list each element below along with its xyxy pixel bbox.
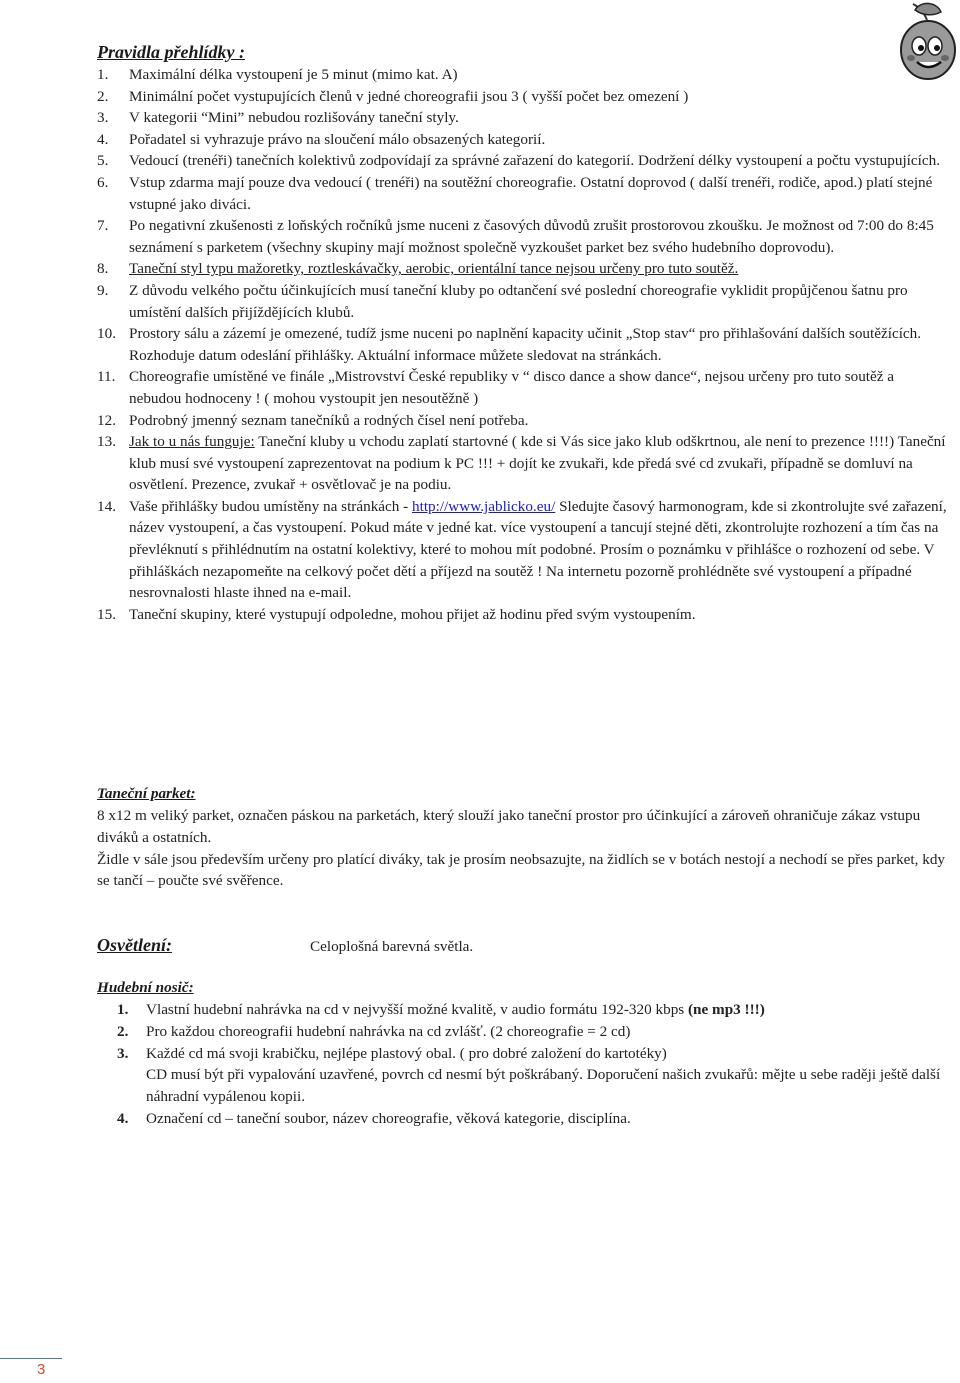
list-item [117, 1108, 947, 1130]
list-item [97, 431, 947, 496]
list-item [97, 604, 947, 626]
list-item [97, 215, 947, 258]
lighting-row [97, 935, 947, 958]
item-number: 14. [97, 497, 116, 515]
item-text: Podrobný jmenný seznam tanečníků a rodných čísel není potřeba. [129, 411, 529, 429]
item-text: Každé cd má svoji krabičku, nejlépe plastový obal. ( pro dobré založení do kartotéky) [146, 1044, 667, 1062]
list-item [97, 258, 947, 280]
list-item [97, 107, 947, 129]
item-number: 4. [117, 1109, 129, 1127]
list-item [97, 323, 947, 366]
item-number: 6. [97, 173, 109, 191]
item-number: 12. [97, 411, 116, 429]
list-item [117, 999, 947, 1021]
item-text: Sledujte časový harmonogram, kde si zkontrolujte své zařazení, název vystoupení, a čas vystoupení. Pokud máte v jedné kat. více vystoupení a tancují stejné děti, zkontrolujte rozhození a tím čas na převléknutí s přihlédnutím na ostatní kolektivy, které to mohou mít podobné. Prosím o poznámku v přihlášce o rozhození od sebe. V přihláškách nezapomeňte na celkový počet dětí a příjezd na soutěž ! Na internetu pozorně prohlédněte své vystoupení a případné nesrovnalosti hlaste ihned na e-mail. [129, 497, 947, 602]
list-item [97, 150, 947, 172]
music-carrier-heading: Hudební nosič: [97, 979, 194, 996]
item-text: Choreografie umístěné ve finále „Mistrovství České republiky v “ disco dance a show dance“, nejsou určeny pro tuto soutěž a nebudou hodnoceny ! ( mohou vystoupit jen nesoutěžně ) [129, 368, 895, 407]
item-number: 15. [97, 605, 116, 623]
item-text: Taneční skupiny, které vystupují odpoledne, mohou přijet až hodinu před svým vystoupením. [129, 605, 696, 623]
lighting-value: Celoplošná barevná světla. [310, 938, 474, 955]
rules-heading: Pravidla přehlídky : [97, 42, 245, 62]
list-item [97, 280, 947, 323]
item-number: 1. [97, 66, 109, 83]
list-item [97, 64, 947, 86]
website-link[interactable]: http://www.jablicko.eu/ [412, 497, 556, 515]
item-number: 11. [97, 368, 116, 386]
item-number: 2. [97, 87, 109, 105]
list-item [97, 129, 947, 151]
footer-divider [0, 1358, 62, 1359]
list-item [97, 86, 947, 108]
item-text: Vaše přihlášky budou umístěny na stránkách - [129, 497, 413, 515]
item-bold-text: (ne mp3 !!!) [688, 1001, 765, 1018]
music-carrier-list [117, 999, 947, 1130]
list-item [97, 366, 947, 409]
item-number: 10. [97, 325, 116, 343]
page-number: 3 [37, 1361, 46, 1378]
item-number: 9. [97, 281, 109, 299]
item-text: Po negativní zkušenosti z loňských ročníků jsme nuceni z časových důvodů zrušit prostorovou zkoušku. Je možnost od 7:00 do 8:45 seznámení s parketem (všechny skupiny mají možnost společně vyzkoušet parket bez svého hudebního doprovodu). [129, 217, 934, 256]
list-item [97, 410, 947, 432]
parket-paragraph-2: Židle v sále jsou především určeny pro platící diváky, tak je prosím neobsazujte, na židlích se v botách nestojí a nechodí se přes parket, kdy se tančí – poučte své svěřence. [97, 850, 946, 890]
item-text: V kategorii “Mini” nebudou rozlišovány taneční styly. [129, 109, 459, 127]
item-number: 8. [97, 260, 109, 278]
item-text: Vlastní hudební nahrávka na cd v nejvyšší možné kvalitě, v audio formátu 192-320 kbps [146, 1001, 688, 1018]
item-text: Vedoucí (trenéři) tanečních kolektivů zodpovídají za správné zařazení do kategorií. Dodržení délky vystoupení a počtu vystupujících. [129, 152, 940, 170]
item-text: Vstup zdarma mají pouze dva vedoucí ( trenéři) na soutěžní choreografie. Ostatní doprovod ( další trenéři, rodiče, apod.) platí stejné vstupné jako diváci. [129, 173, 933, 213]
item-text: Maximální délka vystoupení je 5 minut (mimo kat. A) [129, 66, 458, 83]
item-number: 3. [97, 109, 109, 127]
lighting-heading: Osvětlení: [97, 935, 172, 955]
item-text: Taneční styl typu mažoretky, roztleskávačky, aerobic, orientální tance nejsou určeny pro tuto soutěž. [129, 260, 739, 278]
item-text: Označení cd – taneční soubor, název choreografie, věková kategorie, disciplína. [146, 1109, 631, 1127]
item-number: 7. [97, 217, 109, 235]
list-item [117, 1021, 947, 1043]
item-number: 2. [117, 1022, 129, 1040]
item-number: 13. [97, 433, 116, 451]
list-item [117, 1043, 947, 1108]
item-text: Z důvodu velkého počtu účinkujících musí taneční kluby po odtančení své poslední choreografie vyklidit propůjčenou šatnu pro umístění dalších přijíždějících klubů. [129, 281, 908, 321]
parket-paragraph-1: 8 x12 m veliký parket, označen páskou na parketách, který slouží jako taneční prostor pro účinkující a zároveň ohraničuje zákaz vstupu diváků a ostatních. [97, 807, 921, 846]
item-number: 5. [97, 152, 109, 170]
list-item [97, 496, 947, 604]
item-text: Taneční kluby u vchodu zaplatí startovné ( kde si Vás sice jako klub odškrtnou, ale není to prezence !!!!) Taneční klub musí své vystoupení zaprezentovat na podium k PC !!! + dojít ke zvukaři, kde předá své cd zvukaři, případně se domluví na osvětlení. Prezence, zvukař + osvětlovač je na podiu. [129, 433, 946, 494]
item-text: Pořadatel si vyhrazuje právo na sloučení málo obsazených kategorií. [129, 130, 546, 148]
parket-text [97, 805, 947, 892]
item-text-continued: CD musí být při vypalování uzavřené, povrch cd nesmí být poškrábaný. Doporučení našich zvukařů: mějte u sebe raději ještě další náhradní vypálenou kopii. [146, 1066, 941, 1106]
item-number: 4. [97, 130, 109, 148]
item-number: 1. [117, 1001, 129, 1018]
rules-list [97, 64, 947, 625]
list-item [97, 172, 947, 215]
item-text: Minimální počet vystupujících členů v jedné choreografii jsou 3 ( vyšší počet bez omezení ) [129, 87, 689, 105]
item-text: Prostory sálu a zázemí je omezené, tudíž jsme nuceni po naplnění kapacity učinit „Stop stav“ pro přihlašování dalších soutěžících. Rozhoduje datum odeslání přihlášky. Aktuální informace můžete sledovat na stránkách. [129, 325, 922, 364]
item-text: Pro každou choreografii hudební nahrávka na cd zvlášť. (2 choreografie = 2 cd) [146, 1022, 631, 1040]
parket-heading: Taneční parket: [97, 785, 196, 802]
item-underlined-lead: Jak to u nás funguje: [129, 433, 255, 451]
item-number: 3. [117, 1044, 129, 1062]
